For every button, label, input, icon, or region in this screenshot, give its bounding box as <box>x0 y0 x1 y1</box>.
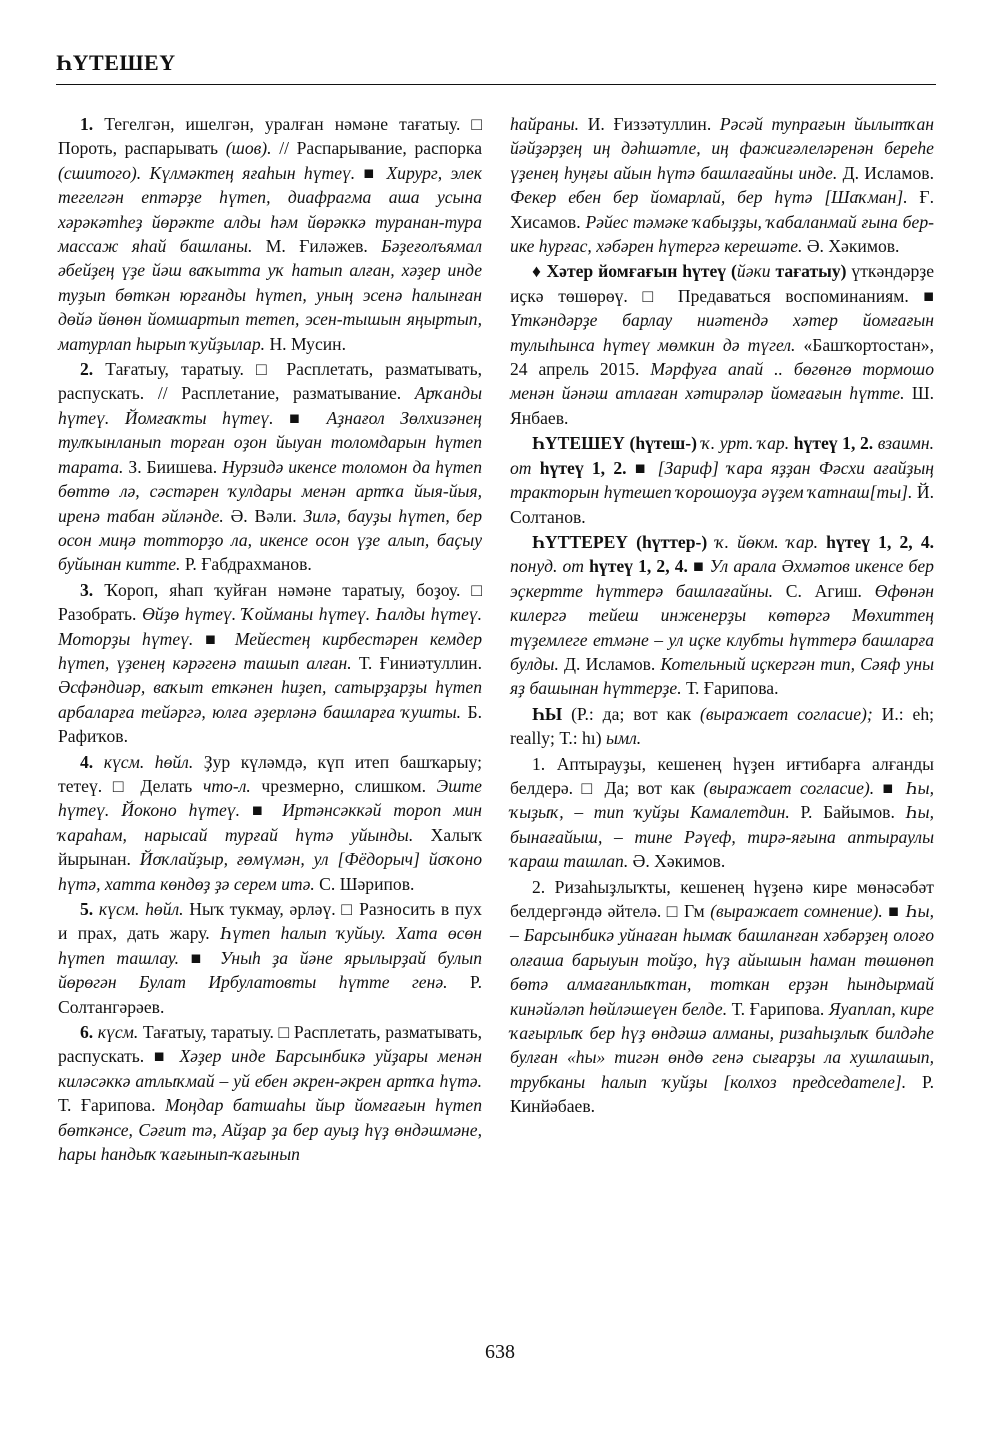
grammar-label: ҡ. урт. ҡар. <box>696 433 790 454</box>
author: Халыҡ йырынан. <box>58 824 482 870</box>
author: Т. Ғарипова. <box>727 998 829 1019</box>
example-marker: ■ <box>687 556 710 577</box>
cross-reference: һүтеү 1, 2. <box>789 433 874 454</box>
author: Ә. Вәли. <box>223 505 304 526</box>
example: Һы, – Барсынбикә уйнаған һымаҡ башланған хәбәрҙең олоғо олғаша барыуын тойҙо, һүҙ айышын һаман төшөнөп бөтә алмағанлыҡтан, тоткан ерҙән һындырмай кинәйәләп һөйләшеүен белде. <box>510 901 934 1019</box>
note: (выражает сомнение). <box>710 901 883 921</box>
author: З. Биишева. <box>123 456 223 477</box>
example: Нурзидә икенсе толомон да һүтеп бөттө лә, сәстәрен ҡулдары менән артҡа йыя-йыя, иренә табан әйләнде. <box>58 456 482 526</box>
example: Ул арала Әхмәтов икенсе бер эҫкертте һүттерә башлағайны. <box>510 556 934 601</box>
author: Ә. Хәкимов. <box>802 236 900 257</box>
grammar-label: взаимн. от <box>510 433 934 478</box>
example-marker: ■ <box>239 800 283 821</box>
grammar-label: понуд. от <box>510 556 585 577</box>
author: Ш. Янбаев. <box>510 383 934 428</box>
example: Яуаплап, кире ҡағырлыҡ бер һүҙ өндәшә алманы, ризаһыҙлыҡ билдәһе булған «һы» тигән өндө генә сығарҙы ла хушлашып, трубканы һалып ҡуйҙы [колхоз председателе]. <box>510 998 934 1092</box>
sense-3 <box>58 578 482 749</box>
example: Рәйес тәмәке ҡабыҙҙы, ҡабаланмай ғына бер-ике һурғас, хәбәрен һүтергә керешәте. <box>510 211 934 257</box>
example-marker: ■ <box>193 628 235 649</box>
grammar-label: ымл. <box>601 728 642 749</box>
example: Өйҙө һүтеү. Ҡойманы һүтеү. Һалды һүтеү. Моторҙы һүтеү. <box>58 604 482 649</box>
example: Хәҙер инде Барсынбикә уйҙары менән киләсәккә атлыҡмай – уй ебен әкрен-әкрен артҡа һүтә. <box>58 1046 482 1091</box>
grammar-label: ҡ. йөкм. ҡар. <box>707 531 819 552</box>
entry-headword: ҺҮТТЕРЕҮ <box>532 531 629 552</box>
author: Ғ. Хисамов. <box>510 187 935 232</box>
diamond-icon: ♦ <box>532 261 542 282</box>
sense-number: 6. <box>80 1022 94 1043</box>
sense-number: 1. <box>80 114 94 134</box>
note: (сшитого). <box>58 162 142 183</box>
translation-marker: □ <box>255 359 275 380</box>
author: Р. Байымов. <box>789 802 906 823</box>
author: Й. Солтанов. <box>510 482 934 527</box>
running-head: ҺҮТЕШЕҮ <box>56 50 176 75</box>
usage-label: күсм. һөйл. <box>93 899 184 919</box>
example: Йоҡлайҙыр, ғөмүмән, ул [Фёдорыч] йоҡоно һүтә, хатта көндөҙ ҙә серем итә. <box>58 849 482 894</box>
translation-marker: □ <box>581 777 597 798</box>
right-column <box>510 112 934 1120</box>
example-marker: ■ <box>179 947 220 968</box>
translation-marker: □ <box>471 579 482 600</box>
cross-reference: һүтеү 1, 2. <box>531 457 627 478</box>
translation: Пороть, распарывать <box>58 138 226 159</box>
entry-headword: ҺҮТЕШЕҮ <box>532 433 625 454</box>
author: Р. Солтангәрәев. <box>58 972 482 1017</box>
example-marker: ■ <box>882 901 906 921</box>
paren: ( <box>726 261 737 282</box>
translation: Да; вот как <box>596 777 704 798</box>
example: һайраны. <box>510 114 580 134</box>
example-marker: ■ <box>874 777 906 798</box>
translation-marker: □ <box>278 1022 290 1043</box>
translation-marker: □ <box>642 285 664 306</box>
phraseology <box>510 259 934 430</box>
translation-marker: □ <box>471 114 482 134</box>
author: Р. Кинйәбаев. <box>510 1071 934 1117</box>
example: Күлмәктең яғаһын һүтеү. <box>149 162 356 183</box>
sense-number: 4. <box>80 751 94 772</box>
left-column <box>58 112 482 1167</box>
author: С. Агиш. <box>773 580 875 601</box>
author: Т. Ғарипова. <box>681 678 779 699</box>
page-header <box>56 50 936 82</box>
example: Арҡанды һүтеү. Йомғаҡты һүтеү. <box>58 383 482 428</box>
usage-label: йәки <box>736 261 771 282</box>
entry-hy-sense-1 <box>510 752 934 874</box>
example-marker: ■ <box>923 285 934 306</box>
sense-2 <box>58 357 482 577</box>
definition: Тағатыу, таратыу. <box>93 359 256 380</box>
source: «Башҡортостан», 24 апрель 2015. <box>510 334 934 380</box>
sense-5 <box>58 897 482 1019</box>
author: Д. Исламов. <box>558 653 661 674</box>
example-marker: ■ <box>153 1046 180 1067</box>
translation: чрезмерно, слишком. <box>250 775 437 796</box>
phrase-headword: Хәтер йомғағын һүтеү <box>541 261 727 282</box>
author: Д. Исламов. <box>837 162 935 183</box>
etymology: (Р.: да; вот как <box>562 703 701 724</box>
sense-number: 3. <box>80 579 94 600</box>
example: Мейестең кирбестәрен кемдер һүтеп, үҙенең кәрәгенә ташып алған. <box>58 628 482 673</box>
example: Эште һүтеү. Йоконо һүтеү. <box>58 775 482 821</box>
translation: Разносить в пух и прах, дать жару. <box>58 899 482 944</box>
example: Әсфәндиәр, ваҡыт еткәнен һиҙеп, сатырҙарҙы һүтеп арбаларға тейәргә, юлға әҙерләнә башларға ҡушты. <box>58 677 482 722</box>
phrase-variant: тағатыу <box>770 261 841 282</box>
author: Т. Ғиниәтуллин. <box>351 652 482 673</box>
note: (выражает согласие). <box>703 777 875 798</box>
example: Хирург, элек тегелгән ептәрҙе һүтеп, диафрагма аша усына хәрәкәтһеҙ йөрәкте алды һәм йөрәккә туранан-тура массаж яһай башланы. <box>58 162 482 257</box>
entry-hutesheu <box>510 431 934 529</box>
translation: Расплетать, разматывать, распускать. <box>58 1022 482 1067</box>
definition: Тағатыу, таратыу. <box>138 1022 279 1043</box>
sense-number: 2. <box>80 359 94 380</box>
definition: Тегелгән, ишелгән, уралған нәмәне тағатыу. <box>93 114 472 134</box>
note: (выражает согласие); <box>700 703 873 724</box>
definition: Ҡороп, яһап ҡуйған нәмәне таратыу, боҙоу. <box>93 579 472 600</box>
example: Һы, бынағайыш, – тине Рәүеф, тирә-яғына аптыраулы ҡараш ташлап. <box>510 802 934 872</box>
sense-1 <box>58 112 482 356</box>
cross-reference: һүтеү 1, 2, 4. <box>584 556 688 577</box>
sense-number: 2. <box>532 876 546 897</box>
entry-form: (һүттер-) <box>628 531 708 552</box>
example: Аҙнағол Зөлхизәнең тулҡынланып торған оҙон йыуан толомдарын һүтеп тарата. <box>58 407 482 477</box>
example-marker: ■ <box>355 162 387 183</box>
author: Т. Ғарипова. <box>58 1095 165 1116</box>
author: Б. Рафиҡов. <box>58 701 482 747</box>
continued-examples <box>510 112 934 258</box>
definition: Ҙур күләмдә, күп итеп башҡарыу; тетеү. <box>58 751 482 796</box>
example: Фекер ебен бер йомарлай, бер һүтә [Шаҡман]. <box>510 187 908 208</box>
definition: Аптырауҙы, кешенең һүҙен иғтибарға алғанды белдерә. <box>510 753 934 798</box>
example: Рәсәй тупрағын йылытҡан йәйҙәрҙең иң дәһшәтле, иң фажиғәлеләренән береһе үҙенең һуңғы айын һүтә башлағайны инде. <box>510 114 934 183</box>
header-rule <box>56 84 936 85</box>
translation-marker: □ <box>341 899 354 919</box>
entry-huttereu <box>510 530 934 701</box>
example-marker: ■ <box>273 407 327 428</box>
example: Өфөнән килергә тейеш инженерҙы көтөргә Мөхиттең түҙемлеге етмәне – ул иҫке клубты һүттерә башларға булды. <box>510 580 934 674</box>
entry-form: (һүтеш-) <box>624 433 697 454</box>
definition: Ризаһыҙлыҡты, кешенең һүҙенә кире мөнәсәбәт белдергәндә әйтелә. <box>510 876 934 921</box>
translation: Гм <box>678 901 711 921</box>
example: Иртәнсәккәй тороп мин ҡараһам, нарысай турғай һүтә уйынды. <box>58 800 482 845</box>
translation-marker: □ <box>112 775 130 796</box>
cross-reference: һүтеү 1, 2, 4. <box>818 531 935 552</box>
sense-number: 5. <box>80 899 94 919</box>
page-number: 638 <box>485 1341 515 1363</box>
entry-hy-sense-2 <box>510 875 934 1119</box>
note: (шов). <box>225 138 272 159</box>
example: Зилә, бауҙы һүтеп, бер осон миңә тотторҙо ла, икенсе осон үҙе алып, баҫыу буйынан китте. <box>58 505 482 575</box>
author: Н. Мусин. <box>265 333 346 354</box>
example: Бәҙеғолъямал әбейҙең үҙе йәш ваҡытта уҡ һатып алған, хәҙер инде туҙып бөткән юрғанды һүтеп, уның эсенә һалынған дөйә йөнөн йомшартып тетеп, эсен-тышын яңыртып, матурлап һырып ҡуйҙылар. <box>58 236 482 354</box>
translation: Предаваться воспоминаниям. <box>663 285 924 306</box>
space <box>141 163 149 183</box>
example: Котельный иҫкергән тип, Сәяф уны яҙ башынан һүттерҙе. <box>510 653 934 699</box>
entry-hy <box>510 702 934 751</box>
author: Р. Ғабдрахманов. <box>180 554 312 575</box>
sense-6 <box>58 1020 482 1166</box>
definition: Ныҡ тукмау, әрләү. <box>183 899 342 919</box>
example: Үткәндәрҙе барлау ниәтендә хәтер йомғағын тулыһынса һүтеү мөмкин дә түгел. <box>510 310 934 355</box>
example: Һы, ҡыҙыҡ, – тип ҡуйҙы Камалетдин. <box>510 777 934 823</box>
paren: ) <box>840 261 847 282</box>
translation-marker: □ <box>666 901 679 921</box>
author: М. Ғиләжев. <box>252 236 382 257</box>
definition: үткәндәрҙе иҫкә төшөрөү. <box>510 261 934 306</box>
usage-label: күсм. һөйл. <box>93 751 194 772</box>
usage-label: күсм. <box>93 1022 139 1043</box>
translation: Расплетать, разматывать, распускать. // Расплетание, разматывание. <box>58 359 482 404</box>
entry-headword: ҺЫ <box>532 703 563 724</box>
example-marker: ■ <box>626 457 658 478</box>
example: Моңдар батшаһы йыр йомғағын һүтеп бөткәнсе, Сәғит тә, Айҙар ҙа бер ауыҙ һүҙ өндәшмәне, һары һандыҡ ҡағынып-ҡағынып <box>58 1095 482 1165</box>
example: Мәрфуға апай .. бөгөнгө тормошо менән йәнәш атлаған хәтирәләр йомғағын һүтте. <box>510 359 935 404</box>
example: [Зариф] ҡара яҙҙан Фәсхи ағайҙың тракторын һүтешеп ҡорошоуҙа әүҙем ҡатнаш[ты]. <box>510 457 934 503</box>
translation: Разобрать. <box>58 604 143 625</box>
example: Уныһ ҙа йәне ярылырҙай булып йөрөгән Булат Ирбулатовты һүтте генә. <box>58 947 482 993</box>
author: И. Ғиззәтуллин. <box>579 114 720 134</box>
translation: // Распарывание, распорка <box>271 138 482 159</box>
translation: Делать <box>129 775 203 796</box>
example: Һүтеп һалып ҡуйыу. Хата өсөн һүтеп ташлау. <box>58 923 482 968</box>
author: Ә. Хәкимов. <box>628 851 726 872</box>
etymology: И.: eh; really; Т.: hı) <box>510 703 935 749</box>
sense-number: 1. <box>532 753 546 774</box>
note: что-л. <box>202 775 251 796</box>
sense-4 <box>58 750 482 896</box>
author: С. Шәрипов. <box>314 873 415 894</box>
